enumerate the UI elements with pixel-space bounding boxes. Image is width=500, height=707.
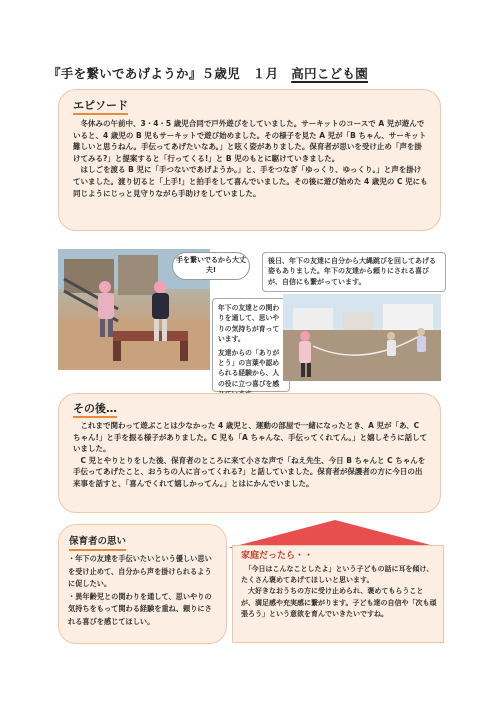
note-later-days-text: 後日、年下の友達に自分から大縄跳びを回してあげる姿もありました。年下の友達から頼りにされる喜びが、自信にも繋がっています。 — [268, 257, 436, 286]
episode-paragraph: 冬休みの午前中、3・4・5 歳児合同で戸外遊びをしていました。サーキットのコースで A 児が遊んでいると、4 歳児の B 児もサーキットで遊び始めました。その様子を見た A 児が「B ちゃん、サーキット難しいと思うねん。手伝ってあげたいなあ。」と呟く姿がありました。保育者が思いを受け止め「声を掛けてみる?」と提案すると「行ってくる!」と B 児のもとに駆けていきました。 — [73, 119, 427, 163]
note-later-days — [262, 252, 446, 292]
thoughts-item: ・異年齢児との関わりを通して、思いやりの気持ちをもって関わる経験を重ね、頼りにされる喜びを感じてほしい。 — [68, 591, 212, 626]
home-heading: 家庭だったら・・ — [241, 551, 314, 561]
after-heading: その後… — [73, 402, 117, 418]
note-growth-text-1: 年下の友達との関わりを通して、思いやりの気持ちが育っています。 — [218, 304, 280, 344]
house-roof-shape — [228, 518, 442, 548]
after-section — [58, 393, 441, 513]
title-main: 『手を繋いであげようか』５歳児 １月 — [48, 66, 279, 81]
note-growth-text-2: 友達からの「ありがとう」の言葉や認められる経験から、人の役に立つ喜びを感 — [218, 348, 280, 388]
speech-bubble — [172, 252, 250, 280]
thoughts-body — [68, 553, 218, 628]
home-body — [241, 564, 437, 620]
at-home-section — [232, 545, 444, 643]
photo-jump-rope — [283, 294, 441, 381]
episode-paragraph: はしごを渡る B 児に「手つないであげようか。」と、手をつなぎ「ゆっくり、ゆっくり。」と声を掛けていました。渡り切ると「上手!」と拍手をして喜んでいました。その後に遊び始めた 4 歳児の C 児にも同じようにじっと見守りながら手助けをしていました。 — [73, 165, 428, 198]
teacher-thoughts-section — [58, 524, 227, 644]
thoughts-item: ・年下の友達を手伝いたいという優しい思いを受け止めて、自分から声を掛けられるように促したい。 — [68, 554, 212, 588]
episode-section — [58, 89, 441, 231]
episode-heading: エピソード — [73, 99, 128, 115]
after-body — [73, 420, 428, 490]
home-paragraph: 大好きなおうちの方に受け止められ、褒めてもらうことが、満足感や充実感に繋がります。子ども達の自信や「次も頑張ろう」という意欲を育んでいきたいですね。 — [241, 587, 437, 618]
note-growth — [212, 298, 290, 392]
photo-illustration — [283, 294, 441, 381]
episode-body — [73, 118, 428, 199]
speech-bubble-text: 手を繋いでるから大丈夫! — [176, 256, 246, 274]
page-title — [48, 64, 452, 86]
thoughts-heading: 保育者の思い — [69, 535, 126, 551]
home-paragraph: 「今日はこんなことしたよ」という子どもの話に耳を傾け、たくさん褒めてあげてほしいと思います。 — [241, 565, 434, 585]
after-paragraph: これまで関わって遊ぶことは少なかった 4 歳児と、運動の部屋で一緒になったとき、A 児が「あ、C ちゃん!」と手を振る様子がありました。C 児も「A ちゃんな、手伝ってくれてん。」と嬉しそうに話していました。 — [73, 421, 428, 454]
after-paragraph: C 児とやりとりをした後、保育者のところに来て小さな声で「ねえ先生、今日 B ちゃんと C ちゃんを手伝ってあげたこと、おうちの人に言ってくれる?」と話していました。保育者が保護者の方に今日の出来事を話すと、「喜んでくれて嬉しかってん。」とはにかんでいました。 — [73, 455, 426, 488]
nursery-name: 高円こども園 — [291, 66, 369, 81]
